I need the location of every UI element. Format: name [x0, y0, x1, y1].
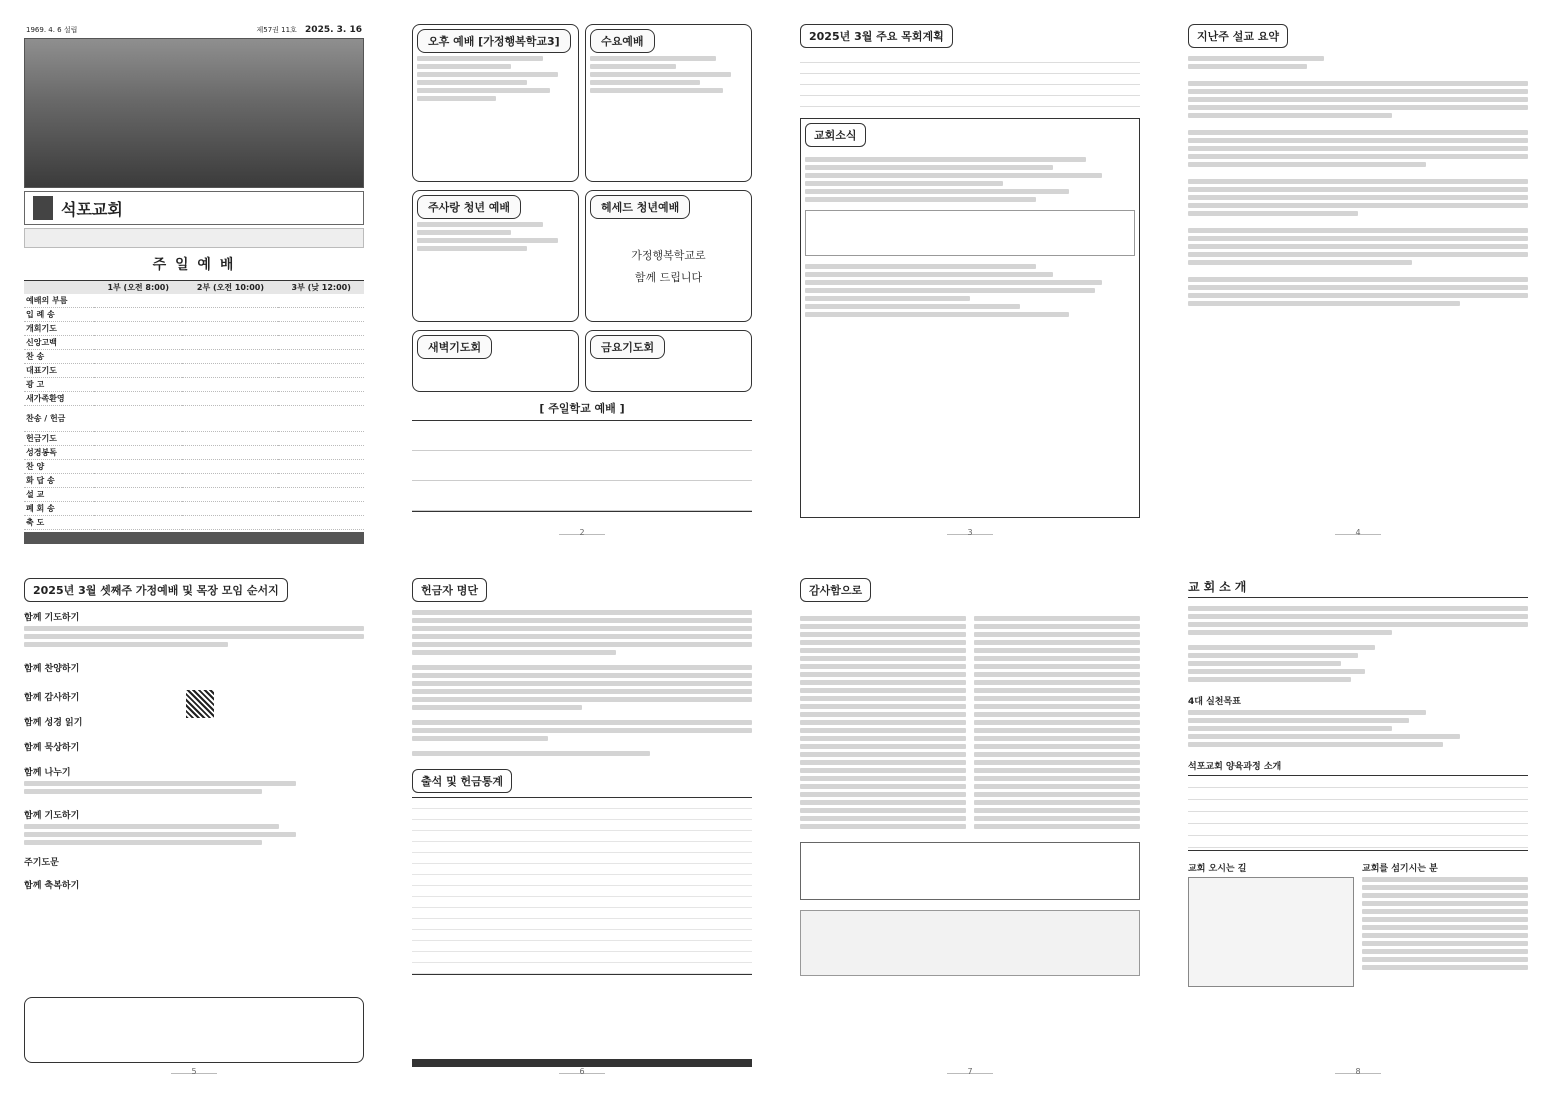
list-item: 함께 찬양하기	[24, 664, 80, 674]
founding-date: 1969. 4. 6 설립	[26, 26, 78, 34]
row-label: 신앙고백	[26, 338, 57, 347]
hesed-worship-box	[585, 190, 752, 322]
page-4	[1188, 24, 1528, 544]
map-title: 교회 오시는 길	[1188, 864, 1247, 874]
church-name: 석포교회	[61, 199, 123, 219]
friday-prayer-title: 금요기도회	[590, 335, 665, 359]
church-intro-title: 교회소개	[1188, 578, 1528, 598]
row-label: 찬 양	[26, 462, 45, 471]
staff-title: 교회를 섬기시는 분	[1362, 864, 1438, 874]
qr-code	[186, 690, 214, 718]
list-item: 주기도문	[24, 858, 59, 868]
row-label: 개회기도	[26, 324, 57, 333]
sermon-title: 지난주 설교 요약	[1188, 24, 1288, 48]
sunday-school-title: [ 주일학교 예배 ]	[539, 402, 625, 415]
list-item: 함께 기도하기	[24, 811, 80, 821]
church-banner	[24, 191, 364, 225]
attendee-box	[24, 997, 364, 1063]
cover-photo	[24, 38, 364, 188]
row-label: 성경봉독	[26, 448, 57, 457]
stats-table	[412, 797, 752, 975]
row-label: 대표기도	[26, 366, 57, 375]
dawn-prayer-box	[412, 330, 579, 392]
reading-table	[800, 842, 1140, 900]
issue-date: 2025. 3. 16	[305, 25, 362, 35]
youth-worship-box	[412, 190, 579, 322]
sunday-school-table	[412, 420, 752, 512]
page-2	[412, 24, 752, 544]
column-2: 2부 (오전 10:00)	[196, 283, 264, 292]
page-5	[24, 578, 364, 1083]
family-worship-list	[24, 610, 364, 891]
hesed-message-line-2: 함께 드립니다	[634, 271, 703, 284]
plan-list	[800, 52, 1140, 110]
row-label: 찬 송	[26, 352, 45, 361]
plan-title: 2025년 3월 주요 목회계획	[800, 24, 953, 48]
stats-title: 출석 및 헌금통계	[412, 769, 512, 793]
page-number: 8	[1347, 1067, 1369, 1079]
page-7	[800, 578, 1140, 1083]
list-item: 함께 기도하기	[24, 613, 80, 623]
broadcast-box	[800, 910, 1140, 976]
page-number: 7	[959, 1067, 981, 1079]
list-item: 함께 축복하기	[24, 881, 80, 891]
worship-table	[24, 280, 364, 530]
footer-strip	[24, 532, 364, 544]
wednesday-worship-box	[585, 24, 752, 182]
course-table	[1188, 775, 1528, 851]
offering-list-title: 헌금자 명단	[412, 578, 487, 602]
course-title: 석포교회 양육과정 소개	[1188, 762, 1282, 772]
row-label: 폐 회 송	[26, 504, 55, 513]
hesed-message-line-1: 가정행복학교로	[631, 249, 706, 262]
news-table	[805, 210, 1135, 256]
staff-strip	[24, 228, 364, 248]
cross-icon	[33, 196, 53, 220]
row-label: 예배의 부름	[26, 296, 68, 305]
volume: 제57권 11호	[256, 26, 297, 34]
page-3	[800, 24, 1140, 544]
list-item: 함께 묵상하기	[24, 743, 80, 753]
row-label: 입 례 송	[26, 310, 55, 319]
list-item: 함께 성경 읽기	[24, 718, 83, 728]
page-1	[24, 24, 364, 544]
youth-worship-title: 주사랑 청년 예배	[417, 195, 521, 219]
goals-title: 4대 실천목표	[1188, 697, 1241, 707]
worship-title: 주 일 예 배	[152, 257, 236, 273]
column-3: 3부 (낮 12:00)	[291, 283, 351, 292]
church-map	[1188, 877, 1354, 987]
thanks-title: 감사함으로	[800, 578, 871, 602]
friday-prayer-box	[585, 330, 752, 392]
wednesday-worship-title: 수요예배	[590, 29, 655, 53]
page-number: 5	[183, 1067, 205, 1079]
page-number: 4	[1347, 528, 1369, 540]
afternoon-worship-title: 오후 예배 [가정행복학교3]	[417, 29, 571, 53]
row-label: 새가족환영	[26, 394, 65, 403]
hesed-worship-title: 헤세드 청년예배	[590, 195, 690, 219]
list-item: 함께 나누기	[24, 768, 71, 778]
news-title: 교회소식	[805, 123, 866, 147]
dawn-prayer-title: 새벽기도회	[417, 335, 492, 359]
row-label: 설 교	[26, 490, 45, 499]
page-number: 3	[959, 528, 981, 540]
page-6	[412, 578, 752, 1083]
list-item: 함께 감사하기	[24, 693, 80, 703]
page-8	[1188, 578, 1528, 1083]
afternoon-worship-box	[412, 24, 579, 182]
row-label: 광 고	[26, 380, 45, 389]
column-1: 1부 (오전 8:00)	[107, 283, 169, 292]
page-number: 2	[571, 528, 593, 540]
row-label: 화 답 송	[26, 476, 55, 485]
news-box	[800, 118, 1140, 518]
row-label: 축 도	[26, 518, 45, 527]
row-label: 헌금기도	[26, 434, 57, 443]
page-number: 6	[571, 1067, 593, 1079]
family-worship-title: 2025년 3월 셋째주 가정예배 및 목장 모임 순서지	[24, 578, 288, 602]
row-label: 찬송 / 헌금	[26, 414, 66, 423]
footer-strip	[412, 1059, 752, 1067]
